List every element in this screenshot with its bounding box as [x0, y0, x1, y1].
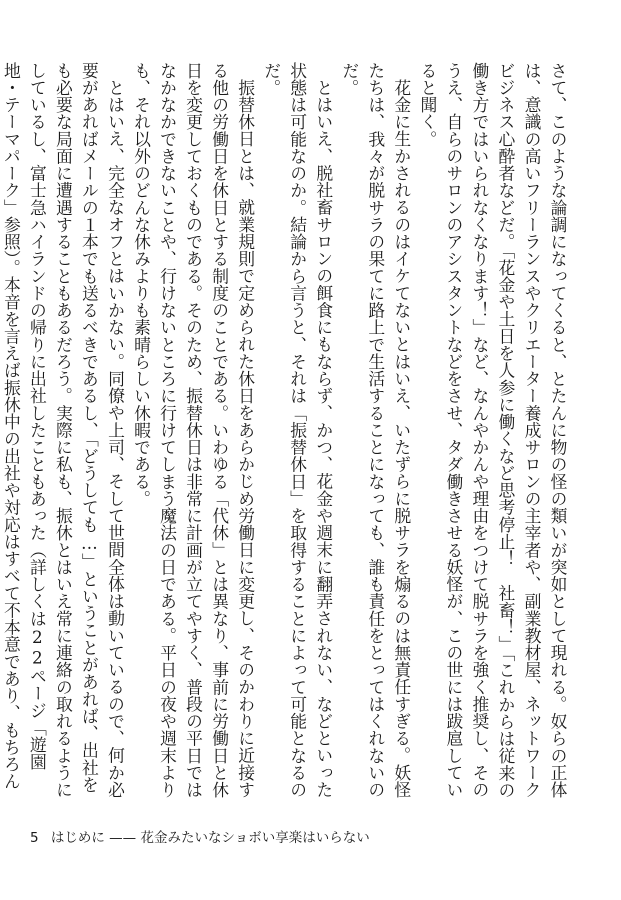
paragraph: 振替休日とは、就業規則で定められた休日をあらかじめ労働日に変更し、そのかわりに近接する他の労働日を休日とする制度のことである。いわゆる「代休」とは異なり、事前に労働日と休日を変更しておくものである。そのため、振替休日は非常に計画が立てやすく、普段の平日ではなかなかできないことや、行けないところに行けてしまう魔法の日である。平日の夜や週末よりも、それ以外のどんな休みよりも素晴らしい休暇である。 [131, 62, 256, 799]
page-footer [30, 826, 590, 850]
vertical-body-text [1, 62, 571, 802]
page-number: 5 [30, 830, 39, 846]
paragraph: さて、このような論調になってくると、とたんに物の怪の類いが突如として現れる。奴らの正体は、意識の高いフリーランスやクリエーター養成サロンの主宰者や、副業教材屋、ネットワークビジネス心酔者などだ。「花金や土日を人参に働くなど思考停止！ 社畜！」「これからは従来の働き方ではいられなくなります！」など、なんやかんや理由をつけて脱サラを強く推奨し、そのうえ、自らのサロンのアシスタントなどをさせ、タダ働きさせる妖怪が、この世には跋扈していると聞く。 [417, 62, 568, 799]
paragraph: 花金に生かされるのはイケてないとはいえ、いたずらに脱サラを煽るのは無責任すぎる。妖怪たちは、我々が脱サラの果てに路上で生活することになっても、誰も責任をとってはくれないのだ。 [339, 62, 412, 799]
paragraph: とはいえ、脱社畜サロンの餌食にもならず、かつ、花金や週末に翻弄されない、などといった状態は可能なのか。結論から言うと、それは「振替休日」を取得することによって可能となるのだ。 [261, 62, 334, 799]
running-title: はじめに —— 花金みたいなショボい享楽はいらない [50, 830, 370, 846]
paragraph: とはいえ、完全なオフとはいかない。同僚や上司、そして世間全体は動いているので、何か必要があればメールの１本でも送るべきであるし、「どうしても…」ということがあれば、出社をも必要な局面に遭遇することもあるだろう。実際に私も、振休とはいえ常に連絡の取れるようにしているし、富士急ハイランドの帰りに出社したこともあった（詳しくは22ページ「遊園地・テーマパーク」参照）。本音を言えば振休中の出社や対応はすべて不本意であり、もちろん [1, 62, 126, 799]
